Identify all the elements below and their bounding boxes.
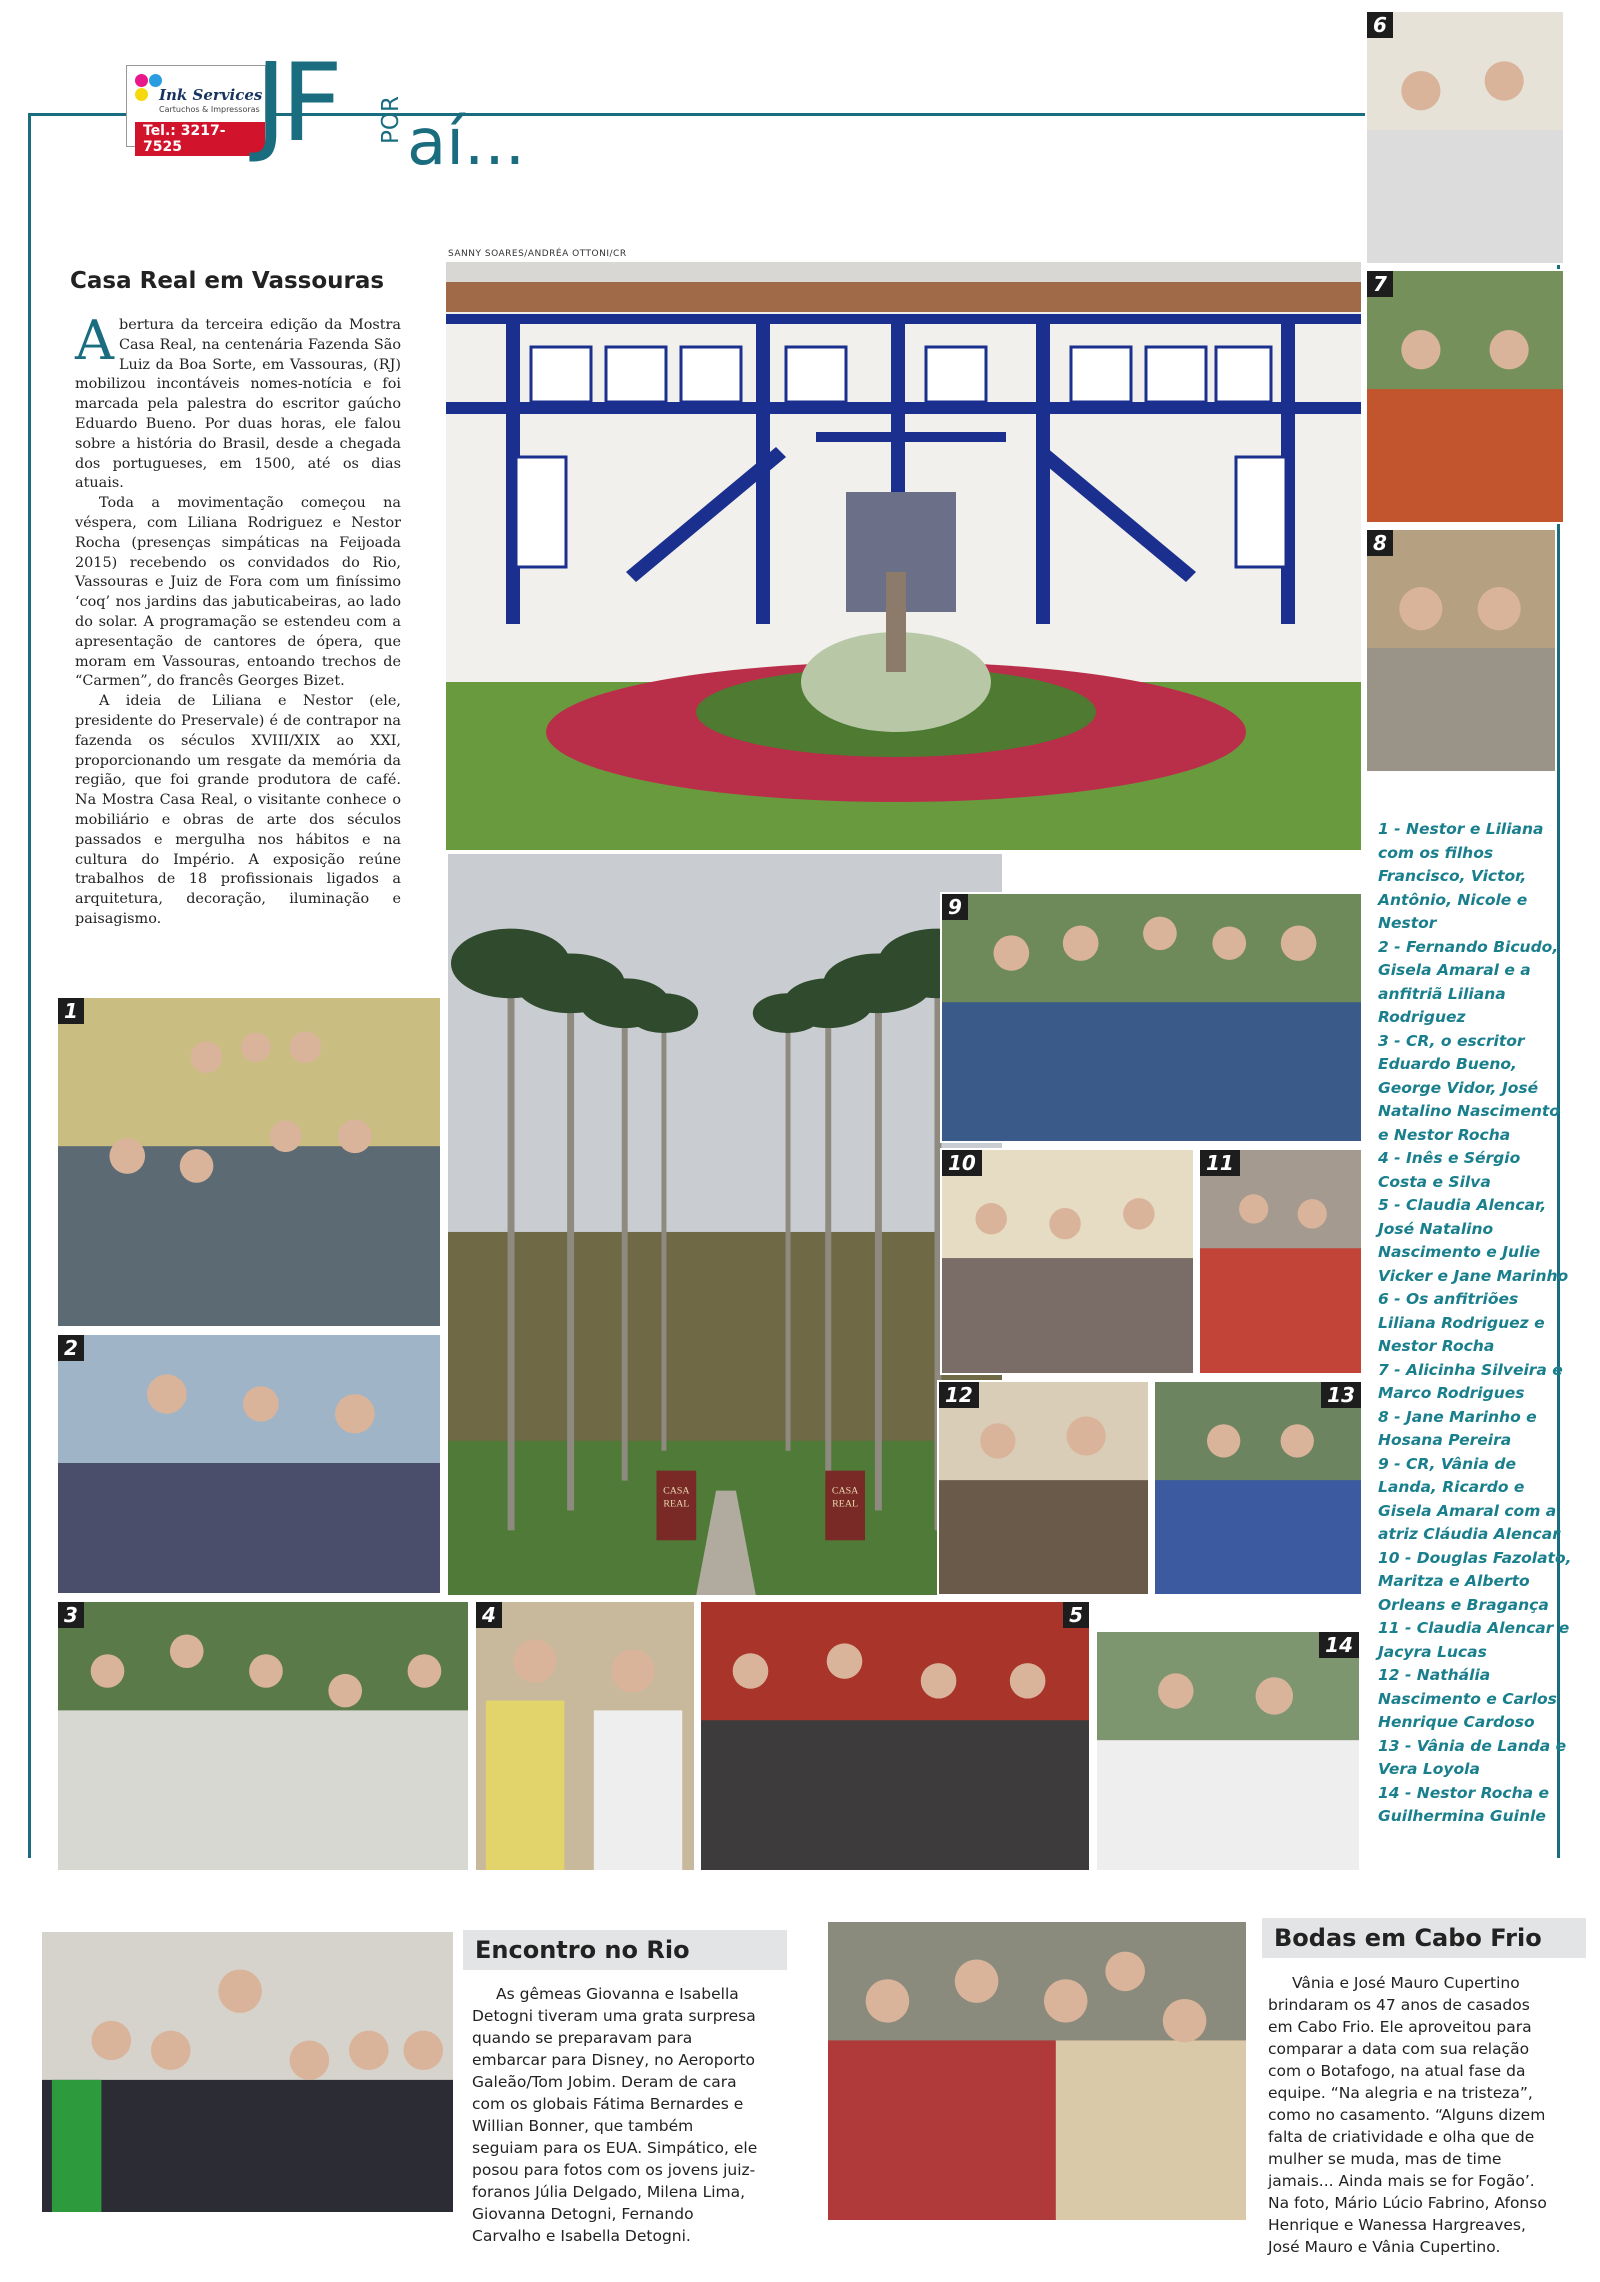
photo-7 <box>1365 269 1565 524</box>
photo-14 <box>1095 1630 1361 1872</box>
cabo-frio-title: Bodas em Cabo Frio <box>1262 1918 1586 1958</box>
caption-4: 4 - Inês e Sérgio Costa e Silva <box>1378 1149 1521 1191</box>
photo-3 <box>56 1600 470 1872</box>
article-paragraph-2: Toda a movimentação começou na véspera, com Liliana Rodriguez e Nestor Rocha (presenças simpáticas na Feijoada 2015) recebendo os convidados do Rio, Vassouras e Juiz de Fora com um finíssimo ‘coq’ nos jardins das jabuticabeiras, ao lado do solar. A programação se estendeu com a apresentação de cantores de ópera, que moram em Vassouras, entoando trechos de “Carmen”, do francês Georges Bizet. <box>75 495 401 690</box>
article-paragraph-1: bertura da terceira edição da Mostra Casa Real, na centenária Fazenda São Luiz da Boa Sorte, em Vassouras, (RJ) mobilizou incontáveis nomes-notícia e foi marcada pela palestra do escritor gaúcho Eduardo Bueno. Por duas horas, ele falou sobre a história do Brasil, desde a chegada dos portugueses, em 1500, até os dias atuais. <box>75 317 401 492</box>
photo-6 <box>1365 10 1565 265</box>
photo-1 <box>56 996 442 1328</box>
photo-4 <box>474 1600 696 1872</box>
photo-number-4: 4 <box>476 1602 502 1628</box>
photo-number-6: 6 <box>1367 12 1393 38</box>
caption-8: 8 - Jane Marinho e Hosana Pereira <box>1378 1407 1537 1449</box>
photo-number-13: 13 <box>1321 1382 1361 1408</box>
photo-9 <box>940 892 1363 1143</box>
photo-13 <box>1153 1380 1363 1596</box>
photo-number-11: 11 <box>1200 1150 1240 1176</box>
caption-7: 7 - Alicinha Silveira e Marco Rodrigues <box>1378 1360 1563 1402</box>
photo-10 <box>940 1148 1195 1375</box>
photo-credit: SANNY SOARES/ANDRÉA OTTONI/CR <box>448 249 627 259</box>
sign-text-left-2: REAL <box>663 1498 690 1510</box>
photo-8 <box>1365 528 1557 773</box>
caption-12: 12 - Nathália Nascimento e Carlos Henrique Cardoso <box>1378 1666 1557 1731</box>
article-title: Casa Real em Vassouras <box>70 268 385 294</box>
caption-3: 3 - CR, o escritor Eduardo Bueno, George Vidor, José Natalino Nascimento e Nestor Rocha <box>1378 1031 1560 1144</box>
photo-number-9: 9 <box>942 894 968 920</box>
rio-text <box>472 1983 762 2247</box>
rio-photo <box>40 1930 455 2214</box>
photo-number-7: 7 <box>1367 271 1393 297</box>
rio-paragraph: As gêmeas Giovanna e Isabella Detogni tiveram uma grata surpresa quando se preparavam para embarcar para Disney, no Aeroporto Galeão/Tom Jobim. Deram de cara com os globais Fátima Bernardes e Willian Bonner, que também seguiam para os EUA. Simpático, ele posou para fotos com os jovens juiz-foranos Júlia Delgado, Milena Lima, Giovanna Detogni, Fernando Carvalho e Isabella Detogni. <box>472 1985 758 2245</box>
column-title-por: POR <box>378 96 404 144</box>
article-body <box>75 309 401 930</box>
caption-2: 2 - Fernando Bicudo, Gisela Amaral e a anfitriã Liliana Rodriguez <box>1378 937 1559 1026</box>
logo-subtitle: Cartuchos & Impressoras <box>159 105 260 114</box>
photo-number-2: 2 <box>58 1335 84 1361</box>
photo-captions <box>1378 818 1573 1829</box>
photo-number-8: 8 <box>1367 530 1393 556</box>
caption-9: 9 - CR, Vânia de Landa, Ricardo e Gisela Amaral com a atriz Cláudia Alencar <box>1378 1454 1560 1543</box>
farmhouse-photo <box>446 262 1361 850</box>
ink-services-logo <box>126 65 266 155</box>
article-paragraph-3: A ideia de Liliana e Nestor (ele, presidente do Preservale) é de contrapor na fazenda os séculos XVIII/XIX ao XXI, proporcionando um resgate da memória da região, que foi grande produtora de café. Na Mostra Casa Real, o visitante conhece o mobiliário e obras de arte dos séculos passados e mergulha nos hábitos e na cultura do Império. A exposição reúne trabalhos de 18 profissionais ligados a arquitetura, decoração, iluminação e paisagismo. <box>75 693 401 927</box>
photo-2 <box>56 1333 442 1595</box>
photo-12 <box>937 1380 1150 1596</box>
photo-number-5: 5 <box>1063 1602 1089 1628</box>
caption-6: 6 - Os anfitriões Liliana Rodriguez e Nestor Rocha <box>1378 1290 1545 1355</box>
column-title-ai: aí... <box>407 106 526 180</box>
caption-10: 10 - Douglas Fazolato, Maritza e Alberto Orleans e Bragança <box>1378 1548 1572 1614</box>
caption-13: 13 - Vânia de Landa e Vera Loyola <box>1378 1736 1567 1778</box>
logo-telephone: Tel.: 3217-7525 <box>135 122 265 156</box>
caption-14: 14 - Nestor Rocha e Guilhermina Guinle <box>1378 1783 1550 1825</box>
caption-5: 5 - Claudia Alencar, José Natalino Nascimento e Julie Vicker e Jane Marinho <box>1378 1196 1569 1285</box>
cabo-frio-text <box>1268 1972 1558 2258</box>
sign-text-right-2: REAL <box>832 1498 859 1510</box>
column-title-jf: JF <box>255 41 337 166</box>
cabo-frio-photo <box>826 1920 1248 2222</box>
photo-number-1: 1 <box>58 998 84 1024</box>
photo-11 <box>1198 1148 1363 1375</box>
caption-11: 11 - Claudia Alencar e Jacyra Lucas <box>1378 1619 1570 1661</box>
sign-text-right-1: CASA <box>831 1485 859 1497</box>
drop-cap: A <box>75 309 114 372</box>
photo-5 <box>699 1600 1091 1872</box>
photo-number-3: 3 <box>58 1602 84 1628</box>
logo-name: Ink Services <box>159 86 263 104</box>
palm-avenue-photo <box>446 852 1004 1597</box>
caption-1: 1 - Nestor e Liliana com os filhos Francisco, Victor, Antônio, Nicole e Nestor <box>1378 820 1544 932</box>
rio-title: Encontro no Rio <box>463 1930 787 1970</box>
sign-text-left-1: CASA <box>663 1485 690 1497</box>
photo-number-12: 12 <box>939 1382 979 1408</box>
photo-number-10: 10 <box>942 1150 982 1176</box>
cabo-frio-paragraph: Vânia e José Mauro Cupertino brindaram os 47 anos de casados em Cabo Frio. Ele aproveitou para comparar a data com sua relação com o Botafogo, na atual fase da equipe. “Na alegria e na tristeza”, como no casamento. “Alguns dizem falta de criatividade e olha que de mulher se muda, mas de time jamais... Ainda mais se for Fogão’. Na foto, Mário Lúcio Fabrino, Afonso Henrique e Wanessa Hargreaves, José Mauro e Vânia Cupertino. <box>1268 1974 1547 2256</box>
photo-number-14: 14 <box>1319 1632 1359 1658</box>
